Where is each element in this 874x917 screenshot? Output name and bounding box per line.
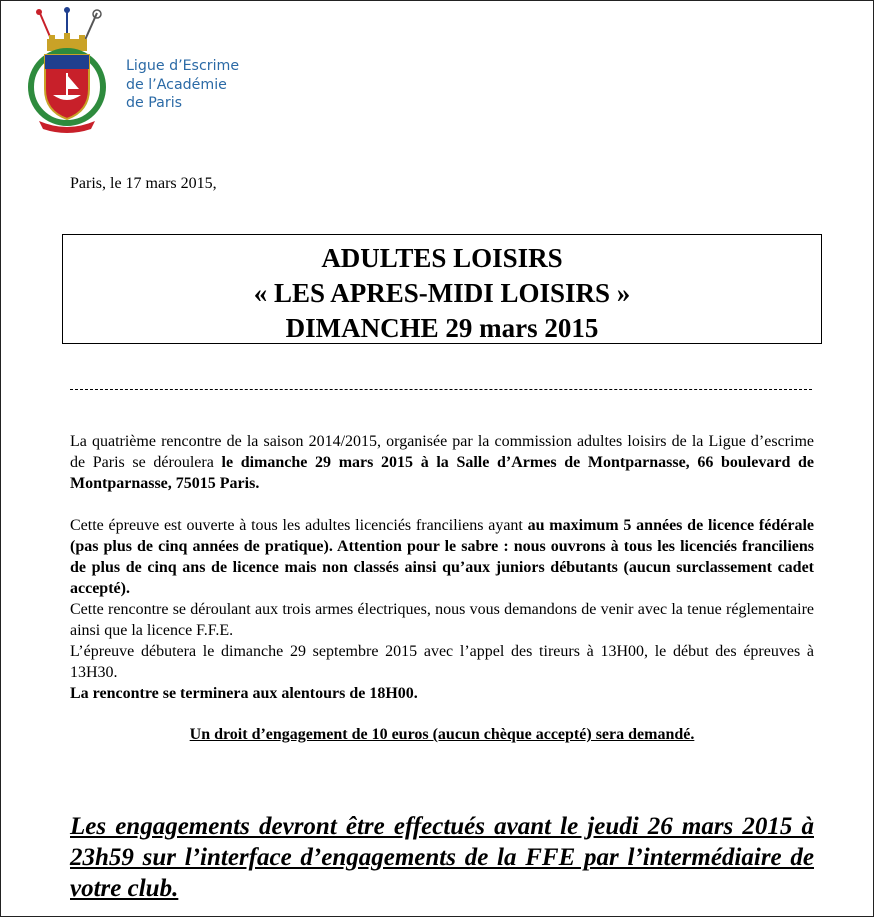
title-line-1: ADULTES LOISIRS [321,243,563,273]
fee-notice [70,724,814,745]
end-time-text: La rencontre se terminera aux alentours de 18H00. [70,685,418,702]
registration-deadline: Les engagements devront être effectués avant le jeudi 26 mars 2015 à 23h59 sur l’interface d’engagements de la FFE par l’intermédiaire de votre club. [70,813,814,902]
dashed-separator [70,389,812,390]
org-line-3: de Paris [126,95,183,111]
title-box [62,234,822,344]
paragraph-eligibility-text: Cette épreuve est ouverte à tous les adultes licenciés franciliens ayant [70,517,528,534]
org-line-1: Ligue d’Escrime [126,58,240,74]
fee-notice-text: Un droit d’engagement de 10 euros (aucun chèque accepté) sera demandé. [189,726,695,743]
paragraph-eligibility-conditions: au maximum 5 années de licence fédérale (pas plus de cinq années de pratique). Attention pour le sabre : nous ouvrons à tous les licenciés franciliens de plus de cinq ans de licence mais non classés ainsi qu’aux juniors débutants (aucun surclassement cadet accepté). [70,517,814,597]
paragraph-eligibility [70,515,814,599]
title-line-2: « LES APRES-MIDI LOISIRS » [253,278,631,308]
letter-body [70,431,814,745]
organization-name [126,57,239,113]
org-line-2: de l’Académie [126,76,227,93]
paragraph-equipment: Cette rencontre se déroulant aux trois armes électriques, nous vous demandons de venir avec la tenue réglementaire ainsi que la licence F.F.E. [70,601,814,639]
paragraph-event-text: La quatrième rencontre de la saison 2014/2015, organisée par la commission adultes loisirs de la Ligue d’escrime de Paris se déroulera [70,433,814,471]
paragraph-event [70,431,814,494]
paragraph-schedule: L’épreuve débutera le dimanche 29 septembre 2015 avec l’appel des tireurs à 13H00, le début des épreuves à 13H30. [70,643,814,681]
paragraph-end-time [70,683,814,704]
title-line-3: DIMANCHE 29 mars 2015 [285,313,599,343]
paragraph-event-venue: le dimanche 29 mars 2015 à la Salle d’Armes de Montparnasse, 66 boulevard de Montparnasse, 75015 Paris. [70,454,815,492]
letter-date: Paris, le 17 mars 2015, [70,175,217,192]
ligue-escrime-crest-logo [25,7,109,135]
